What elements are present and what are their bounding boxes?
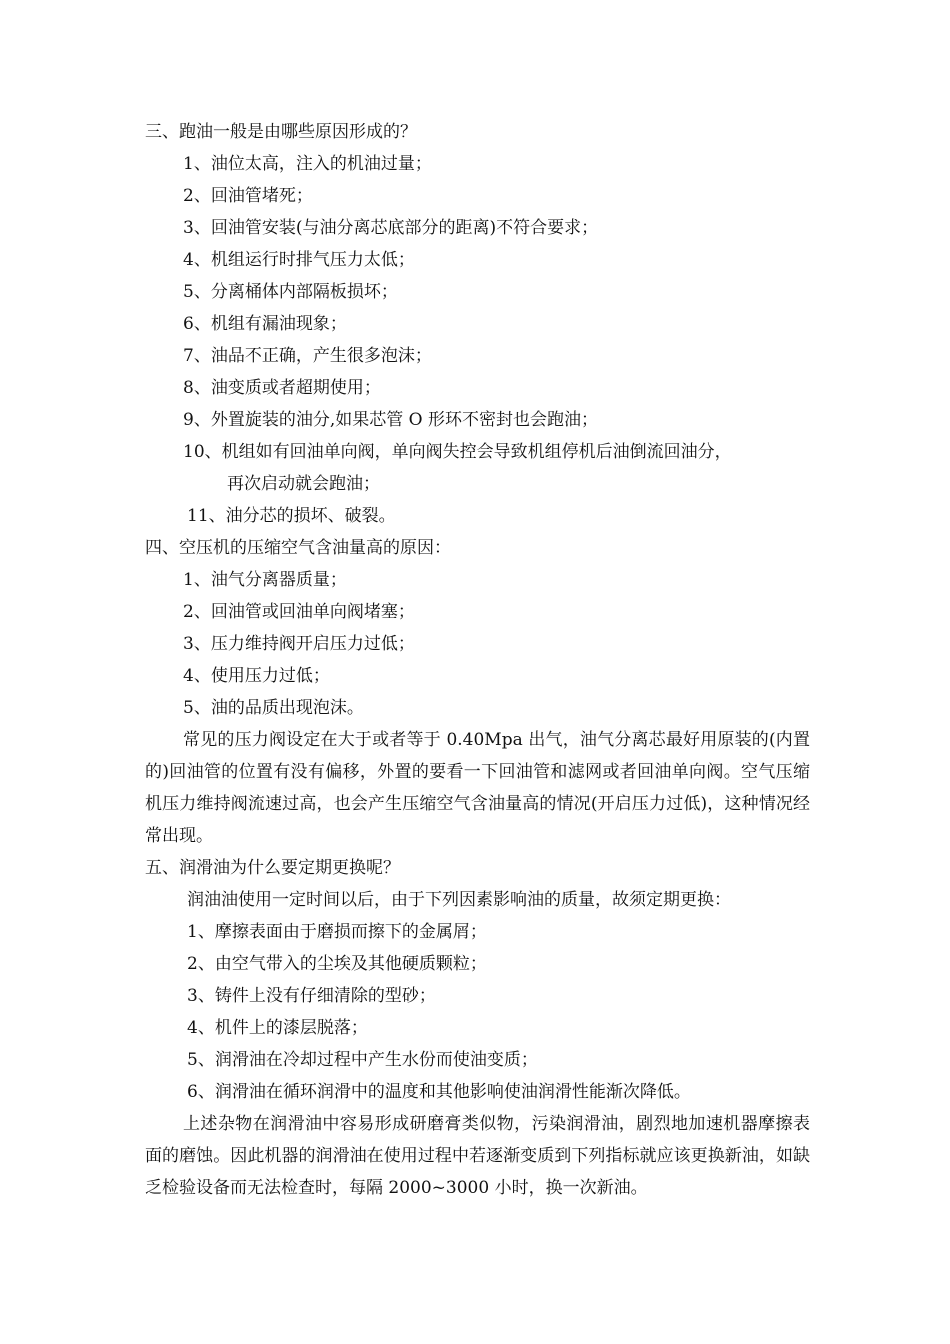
list-item: 2、回油管或回油单向阀堵塞； — [183, 602, 415, 622]
list-item: 5、分离桶体内部隔板损坏； — [183, 282, 398, 302]
list-item: 9、外置旋装的油分,如果芯管 O 形环不密封也会跑油； — [183, 410, 598, 430]
list-item: 3、回油管安装(与油分离芯底部分的距离)不符合要求； — [183, 218, 599, 238]
list-item: 2、回油管堵死； — [183, 186, 313, 206]
list-item: 5、润滑油在冷却过程中产生水份而使油变质； — [187, 1050, 538, 1070]
list-item: 3、压力维持阀开启压力过低； — [183, 634, 415, 654]
list-item: 7、油品不正确，产生很多泡沫； — [183, 346, 432, 366]
section-heading-4: 四、空压机的压缩空气含油量高的原因： — [145, 538, 451, 558]
body-paragraph: 常见的压力阀设定在大于或者等于 0.40Mpa 出气，油气分离芯最好用原装的(内置的)回油管的位置有没有偏移，外置的要看一下回油管和滤网或者回油单向阀。空气压缩机压力维持阀流速过高，也会产生压缩空气含油量高的情况(开启压力过低)，这种情况经常出现。 — [145, 730, 810, 846]
list-item: 6、润滑油在循环润滑中的温度和其他影响使油润滑性能渐次降低。 — [187, 1082, 691, 1102]
list-item: 4、机件上的漆层脱落； — [187, 1018, 368, 1038]
list-item: 8、油变质或者超期使用； — [183, 378, 381, 398]
list-item-continuation: 再次启动就会跑油； — [227, 474, 380, 494]
list-item: 1、油位太高，注入的机油过量； — [183, 154, 432, 174]
list-item: 2、由空气带入的尘埃及其他硬质颗粒； — [187, 954, 487, 974]
list-item: 10、机组如有回油单向阀，单向阀失控会导致机组停机后油倒流回油分， — [183, 442, 732, 462]
list-item: 1、摩擦表面由于磨损而擦下的金属屑； — [187, 922, 487, 942]
list-item: 4、机组运行时排气压力太低； — [183, 250, 415, 270]
section-heading-5: 五、润滑油为什么要定期更换呢？ — [145, 858, 400, 878]
list-item: 6、机组有漏油现象； — [183, 314, 347, 334]
body-paragraph: 上述杂物在润滑油中容易形成研磨膏类似物，污染润滑油，剧烈地加速机器摩擦表面的磨蚀。因此机器的润滑油在使用过程中若逐渐变质到下列指标就应该更换新油，如缺乏检验设备而无法检查时，每隔 2000~3000 小时，换一次新油。 — [145, 1114, 810, 1198]
list-item: 3、铸件上没有仔细清除的型砂； — [187, 986, 436, 1006]
document-body — [145, 116, 810, 1204]
section-intro: 润油油使用一定时间以后，由于下列因素影响油的质量，故须定期更换： — [187, 890, 731, 910]
list-item: 4、使用压力过低； — [183, 666, 330, 686]
list-item: 11、油分芯的损坏、破裂。 — [187, 506, 396, 526]
list-item: 1、油气分离器质量； — [183, 570, 347, 590]
section-heading-3: 三、跑油一般是由哪些原因形成的？ — [145, 122, 417, 142]
list-item: 5、油的品质出现泡沫。 — [183, 698, 364, 718]
